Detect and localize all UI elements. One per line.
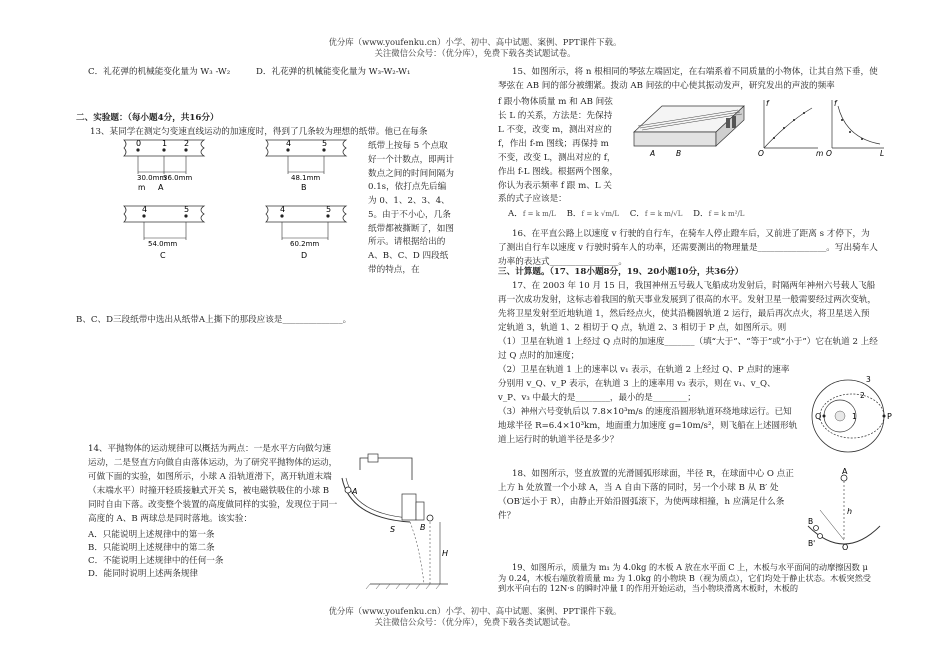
q14-block: [88, 443, 338, 582]
q16-text: 16、在平直公路上以速度 v 行驶的自行车，在骑车人停止蹬车后，又前进了距离 s 才停下，为了测出自行车以速度 v 行驶时骑车人的功率，还需要测出的物理量是________________。写出骑车人功率的表达式________________。: [498, 229, 878, 267]
q17-orbit-figure: [808, 375, 892, 456]
q13-answer-line: B、C、D三段纸带中选出从纸带A上撕下的那段应该是______________。: [76, 315, 352, 325]
q15-graph2-l: L: [880, 149, 885, 158]
q18-text: 18、如图所示，竖直放置的光滑圆弧形球面，半径 R，在球面中心 O 点正上方 h 处放置一个小球 A，当 A 自由下落的同时，另一个小球 B 从 B′ 处（OB′远小于 R），由静止开始沿圆弧滚下，为使两球相撞，h 应满足什么条件？: [498, 469, 794, 521]
tape-b: [266, 139, 346, 192]
q14-option-b: B．只能说明上述规律中的第二条: [88, 542, 215, 553]
q15-side-text: f 跟小物体质量 m 和 AB 间弦长 L 的关系，方法是：先保持 L 不变，改变 m，测出对应的 f，作出 f-m 图线；再保持 m 不变，改变 L，测出对应的 f，作出 f-L 图线。根据两个图象，你认为表示频率 f 跟 m、L 关系的式子应该是：: [498, 97, 619, 205]
page-footer: [0, 606, 950, 628]
q18-fig-b: B: [808, 517, 814, 526]
tape-b-dim: 48.1mm: [291, 174, 321, 182]
q15-intro: 15、如图所示，将 n 根相同的琴弦左端固定，在右端系着不同质量的小物体，让其自然下垂，使琴弦在 AB 间的部分被绷紧。拨动 AB 间弦的中心使其振动发声，研究发出的声波的频率: [498, 67, 878, 91]
q14-text: 14、平抛物体的运动规律可以概括为两点：一是水平方向做匀速运动，二是竖直方向做自由落体运动，为了研究平抛物体的运动，可做下面的实验，如图所示，小球 A 沿轨道滑下，离开轨道末端（末端水平）时撞开轻质接触式开关 S，被电磁铁吸住的小球 B 同时自由下落。改变整个装置的高度做同样的实验，发现位于同一高度的 A、B 两球总是同时落地。该实验：: [88, 444, 338, 524]
q14-fig-s: S: [390, 525, 396, 534]
page-header: [0, 37, 950, 59]
q18-fig-o: O: [842, 543, 849, 552]
q13-side-text: 纸带上按每 5 个点取好一个计数点，即两计数点之间的时间间隔为 0.1s，依打点先后编为 0、1、2、3、4、5。由于不小心，几条纸带都被撕断了，如图所示。请根据给出的 A、B、C、D 四段纸带的特点，在: [368, 141, 454, 275]
q13-intro: 13、某同学在测定匀变速直线运动的加速度时，得到了几条较为理想的纸带。他已在每条: [90, 127, 428, 137]
q15-fig-a: A: [650, 149, 656, 158]
q15-option-a[interactable]: A．f = k m/L: [508, 209, 556, 219]
q15-formula-c: f = k m/√L: [644, 210, 683, 218]
q15-option-d[interactable]: D．f = k m²/L: [693, 209, 745, 219]
q17-fig-1: 1: [852, 412, 857, 421]
q15-option-c[interactable]: C．f = k m/√L: [629, 209, 683, 219]
q15-fig-b: B: [676, 149, 682, 158]
tape-a-unit: m: [138, 183, 146, 192]
q18-fig-h: h: [847, 507, 853, 516]
tape-a-mark-0: 0: [136, 139, 142, 148]
tape-a: [124, 139, 204, 192]
q15-graph2-o: O: [826, 149, 832, 158]
q18-fig-a: A: [842, 467, 848, 476]
tape-b-label: B: [301, 183, 307, 192]
tape-d-label: D: [301, 251, 308, 260]
tape-a-mark-2: 2: [184, 139, 190, 148]
q19-text: 19、如图所示，质量为 m₁ 为 4.0kg 的木板 A 放在水平面 C 上，木板与水平面间的动摩擦因数 μ 为 0.24，木板右端放着质量 m₂ 为 1.0kg 的小物块 B（视为质点），它们均处于静止状态。木板突然受到水平向右的 12N·s 的瞬时冲量 I 的作用开始运动，当小物块滑离木板时，木板的: [498, 562, 871, 594]
tape-b-mark-5: 5: [322, 139, 328, 148]
q14-option-c: C．不能说明上述规律中的任何一条: [88, 556, 224, 567]
q17-p2: （1）卫星在轨道 1 上经过 Q 点时的加速度_______（填“大于”、“等于”或“小于”）它在轨道 2 上经过 Q 点时的加速度；: [498, 337, 878, 361]
q15-formula-a: f = k m/L: [522, 210, 556, 218]
q14-fig-h: H: [442, 549, 449, 558]
q14-fig-a: A: [352, 487, 358, 496]
footer-line-1: 优分库（www.youfenku.cn）小学、初中、高中试题、案例、PPT课件下载。: [328, 606, 622, 616]
tape-c-label: C: [160, 251, 166, 260]
q17-p3: （2）卫星在轨道 1 上的速率以 v₁ 表示，在轨道 2 上经过 Q、P 点时的速率分别用 v_Q、v_P 表示，在轨道 3 上的速率用 v₃ 表示，则在 v₁、v_Q、v_P、v₃ 中最大的是________，最小的是________；: [498, 365, 790, 403]
q15-graph1-o: O: [758, 149, 764, 158]
option-c: C．礼花弹的机械能变化量为 W₃ -W₂: [88, 67, 231, 77]
q15-options: [508, 208, 878, 221]
q15-graphs: [758, 98, 888, 158]
tape-a-dim-2: 36.0mm: [163, 174, 193, 182]
tape-c-mark-5: 5: [184, 205, 190, 214]
q14-apparatus-figure: [340, 458, 450, 598]
q18-fig-bp: B': [808, 539, 816, 548]
q17-fig-2: 2: [860, 391, 865, 400]
q17-fig-3: 3: [866, 375, 871, 384]
tape-a-dim-1: 30.0mm: [137, 174, 167, 182]
tape-d-mark-5: 5: [326, 205, 332, 214]
q15-graph2-f: f: [834, 99, 837, 108]
q17-p1: 17、在 2003 年 10 月 15 日，我国神州五号载人飞船成功发射后，时隔两年神州六号载人飞船再一次成功发射，这标志着我国的航天事业发展到了很高的水平。发射卫星一般需要经过两次变轨，先将卫星发射至近地轨道 1，然后经点火，使其沿椭圆轨道 2 运行，最后再次点火，将卫星送入预定轨道 3，轨道 1、2 相切于 Q 点，轨道 2、3 相切于 P 点，如图所示。则: [498, 281, 877, 333]
q14-fig-b: B: [420, 523, 426, 532]
footer-line-2: 关注微信公众号：（优分库），免费下载各类试题试卷。: [374, 616, 576, 627]
q17-fig-q: Q: [815, 412, 822, 421]
q17-fig-p: P: [887, 412, 892, 421]
tape-d-mark-4: 4: [280, 205, 286, 214]
q15-graph1-f: f: [766, 99, 769, 108]
header-line-2: 关注微信公众号：（优分库），免费下载各类试题试卷。: [374, 47, 576, 58]
q17-p4: （3）神州六号变轨后以 7.8×10³m/s 的速度沿圆形轨道环绕地球运行。已知地球半径 R=6.4×10³km，地面重力加速度 g=10m/s²，则飞船在上述圆形轨道上运行时的轨道半径是多少？: [498, 407, 798, 445]
q18-bowl-figure: [806, 467, 876, 562]
q14-option-a: A．只能说明上述规律中的第一条: [88, 529, 215, 540]
tape-b-mark-4: 4: [286, 139, 292, 148]
option-d: D．礼花弹的机械能变化量为 W₃-W₂-W₁: [256, 67, 411, 77]
tape-a-label: A: [158, 183, 164, 192]
q15-strings-figure: [628, 96, 748, 158]
section-calc-title: 三、计算题。（17、18小题8分，19、20小题10分，共36分）: [498, 267, 744, 277]
section-experiment-title: 二、实验题：（每小题4分，共16分）: [76, 113, 219, 123]
q13-tapes-figure: [118, 134, 418, 334]
tape-d: [266, 205, 346, 260]
tape-d-dim: 60.2mm: [290, 240, 320, 248]
tape-a-mark-1: 1: [162, 139, 168, 148]
q14-option-d: D．能同时说明上述两条规律: [88, 569, 199, 580]
tape-c-dim: 54.0mm: [148, 240, 178, 248]
q14-options: [88, 529, 338, 582]
q15-graph1-m: m: [816, 149, 824, 158]
header-line-1: 优分库（www.youfenku.cn）小学、初中、高中试题、案例、PPT课件下载。: [328, 37, 622, 47]
q15-option-b[interactable]: B．f = k √m/L: [566, 209, 619, 219]
tape-c-mark-4: 4: [142, 205, 148, 214]
tape-c: [124, 205, 204, 260]
q15-formula-b: f = k √m/L: [581, 210, 619, 218]
q15-formula-d: f = k m²/L: [708, 210, 745, 218]
